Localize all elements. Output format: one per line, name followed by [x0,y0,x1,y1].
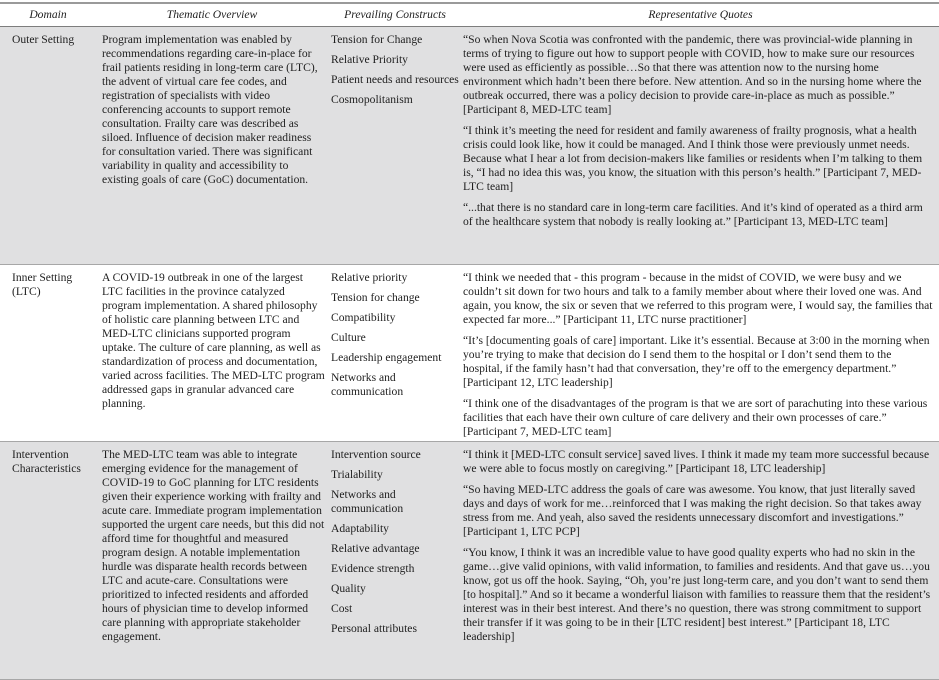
quotes-cell [460,27,939,264]
construct-item: Evidence strength [331,562,415,575]
construct-item: Cosmopolitanism [331,93,413,106]
construct-item: Relative Priority [331,53,408,66]
construct-item: Networks and communication [331,371,404,398]
construct-item: Adaptability [331,522,389,535]
construct-item: Compatibility [331,311,396,324]
header-thematic-overview: Thematic Overview [166,8,258,21]
construct-item: Personal attributes [331,622,417,635]
construct-item: Relative priority [331,271,408,284]
quote: “I think we needed that - this program - because in the midst of COVID, we were busy and we couldn’t sit down for two hours and talk to a family member about where their loved one was. And again, you know, the six or seven that we referred to this program were, I would say, the families that expected far more...” [Participant 11, LTC nurse practitioner] [463,271,933,326]
quote: “I think it’s meeting the need for resident and family awareness of frailty prognosis, what a health crisis could look like, how it could be managed. And I think those were previously unmet needs. Because what I hear a lot from decision-makers like families or residents when I’m talking to them is, “I had no idea this was, you know, the situation with this person’s health.” [Participant 7, MED-LTC team] [463,124,923,193]
construct-item: Intervention source [331,448,421,461]
quote: “It’s [documenting goals of care] important. Like it’s essential. Because at 3:00 in the morning when you’re trying to make that decision do I send them to the hospital or I don’t send them to the hospital, if the family hasn’t had that conversation, they’re off to the emergency department.” [Participant 12, LTC leadership] [463,334,930,389]
table-row-outer-setting [0,27,939,265]
construct-item: Networks and communication [331,488,404,515]
constructs-cell [326,265,460,441]
construct-item: Trialability [331,468,383,481]
overview-cell: Program implementation was enabled by recommendations regarding care-in-place for frail patients residing in long-term care (LTC), the advent of virtual care fee codes, and registration of specialists with video conferencing accounts to support remote consultation. Frailty care was described as siloed. Influence of decision maker readiness for consultation varied. There was significant variability in quality and accessibility to existing goals of care (GoC) documentation. [102,33,318,186]
overview-cell: A COVID-19 outbreak in one of the largest LTC facilities in the province catalyzed program implementation. A shared philosophy of holistic care planning between LTC and MED-LTC clinicians supported program uptake. The culture of care planning, as well as standardization of process and documentation, varied across facilities. The MED-LTC program addressed gaps in granular advanced care planning. [102,271,325,410]
table-row-inner-setting [0,265,939,442]
construct-item: Tension for Change [331,33,423,46]
construct-item: Tension for change [331,291,420,304]
table-row-intervention-characteristics [0,442,939,680]
quotes-cell [460,265,939,441]
construct-item: Patient needs and resources [331,73,459,86]
table-header-row [0,4,939,27]
construct-item: Leadership engagement [331,351,442,364]
header-representative-quotes: Representative Quotes [648,8,753,21]
construct-item: Quality [331,582,366,595]
quote: “I think it [MED-LTC consult service] saved lives. I think it made my team more successful because we were able to focus mostly on caregiving.” [Participant 18, LTC leadership] [463,448,930,475]
cfir-findings-table [0,2,939,680]
quote: “So having MED-LTC address the goals of care was awesome. You know, that just literally saved days and days of work for me…reinforced that I was making the right decision. So that takes away stress from me. And yeah, also saved the residents unnecessary discomfort and investigations.” [Participant 1, LTC PCP] [463,483,922,538]
quote: “You know, I think it was an incredible value to have good quality experts who had no skin in the game…give valid opinions, with valid information, to families and residents. And that gave us…you know, got us off the hook. Saying, “Oh, you’re just long-term care, and you don’t want to send them [to hospital].” And so it became a wonderful liaison with families to reassure them that the resident’s interest was in their best interest. And there’s no question, there was strong commitment to support their transfer if it was going to be in their [LTC resident] best interest.” [Participant 18, LTC leadership] [463,546,931,643]
quote: “...that there is no standard care in long-term care facilities. And it’s kind of operated as a third arm of the healthcare system that nobody is really looking at.” [Participant 13, MED-LTC team] [463,201,923,228]
constructs-cell [326,442,460,679]
construct-item: Cost [331,602,353,615]
header-prevailing-constructs: Prevailing Constructs [344,8,446,21]
quotes-cell [460,442,939,679]
quote: “So when Nova Scotia was confronted with the pandemic, there was provincial-wide planning in terms of trying to figure out how to support people with COVID, how to make sure our resources were used as efficiently as possible…So that there was attention now to the nursing home environment which hadn’t been there before. New attention. And so in the nursing home where the outbreak occurred, there was a policy decision to provide care-in-place as much as possible.” [Participant 8, MED-LTC team] [463,33,922,116]
quote: “I think one of the disadvantages of the program is that we are sort of parachuting into these various facilities that each have their own culture of care delivery and their own processes of care.” [Participant 7, MED-LTC team] [463,397,928,438]
domain-cell: Inner Setting (LTC) [12,271,73,298]
construct-item: Culture [331,331,366,344]
domain-cell: Intervention Characteristics [12,448,81,475]
overview-cell: The MED-LTC team was able to integrate emerging evidence for the management of COVID-19 to GoC planning for LTC residents given their experience working with frailty and acute care. Immediate program implementation supported the urgent care needs, but this did not afford time for thoughtful and measured program design. A notable implementation hurdle was disparate health records between LTC and acute-care. Consultations were prioritized to infected residents and afforded hours of physician time to develop informed care planning with appropriate stakeholder engagement. [102,448,325,643]
domain-cell: Outer Setting [12,33,75,46]
header-domain: Domain [29,8,67,21]
construct-item: Relative advantage [331,542,420,555]
constructs-cell [326,27,460,264]
